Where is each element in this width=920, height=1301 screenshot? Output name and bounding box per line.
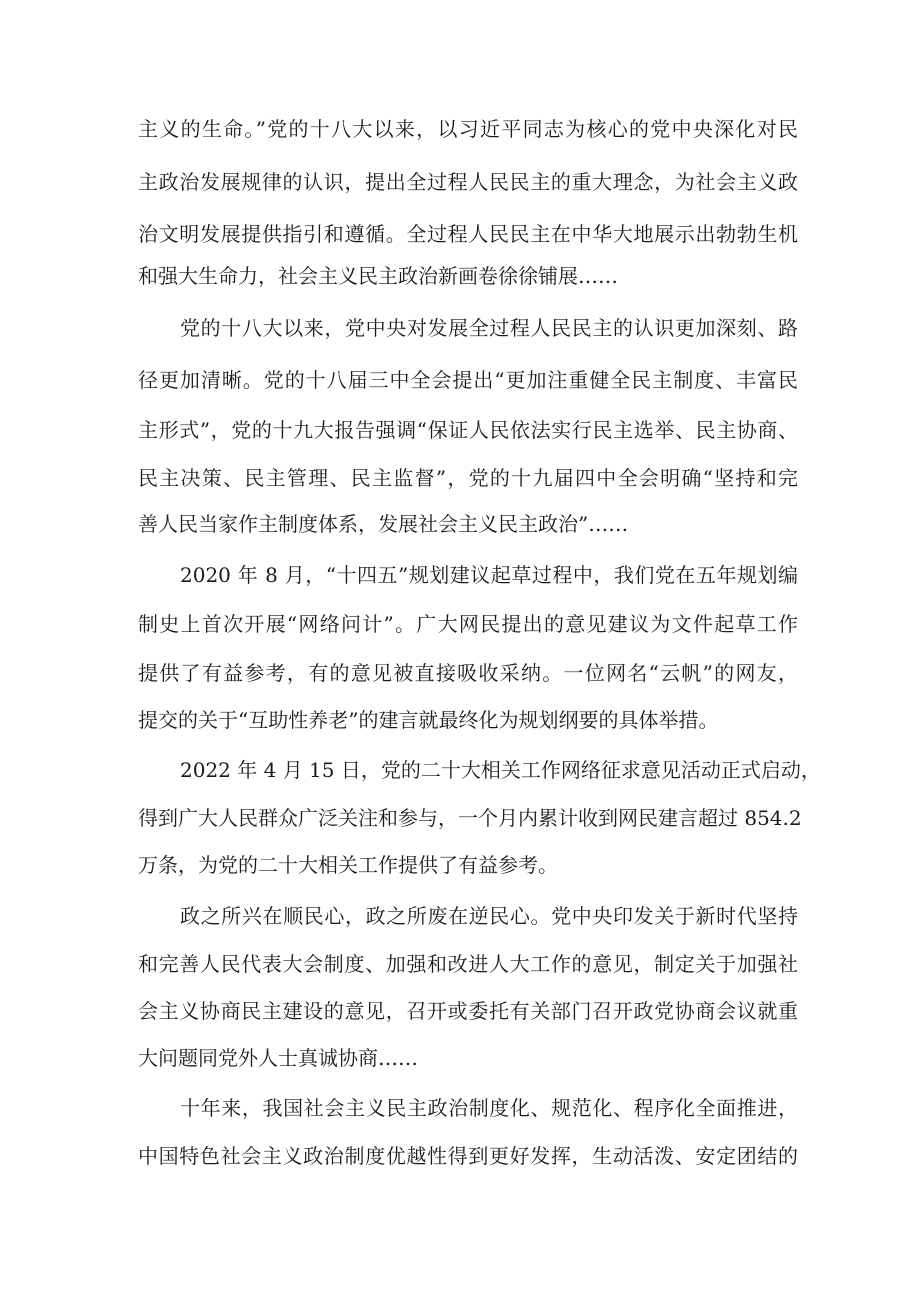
- text-line: 主形式”，党的十九大报告强调“保证人民依法实行民主选举、民主协商、: [138, 418, 798, 442]
- text-line: 和强大生命力，社会主义民主政治新画卷徐徐铺展……: [138, 264, 618, 288]
- text-line: 主义的生命。”党的十八大以来，以习近平同志为核心的党中央深化对民: [138, 117, 798, 141]
- text-line: 会主义协商民主建设的意见，召开或委托有关部门召开政党协商会议就重: [138, 999, 798, 1023]
- text-line: 提供了有益参考，有的意见被直接吸收采纳。一位网名“云帆”的网友，: [138, 661, 798, 685]
- text-line: 径更加清晰。党的十八届三中全会提出“更加注重健全民主制度、丰富民: [138, 368, 798, 392]
- text-line: 万条，为党的二十大相关工作提供了有益参考。: [138, 853, 558, 877]
- paragraph-first-line: 2022 年 4 月 15 日，党的二十大相关工作网络征求意见活动正式启动，: [180, 758, 821, 782]
- text-line: 大问题同党外人士真诚协商……: [138, 1046, 418, 1070]
- paragraph-first-line: 政之所兴在顺民心，政之所废在逆民心。党中央印发关于新时代坚持: [180, 904, 798, 928]
- paragraph-first-line: 党的十八大以来，党中央对发展全过程人民民主的认识更加深刻、路: [180, 316, 798, 340]
- text-line: 民主决策、民主管理、民主监督”，党的十九届四中全会明确“坚持和完: [138, 466, 798, 490]
- paragraph-first-line: 2020 年 8 月，“十四五”规划建议起草过程中，我们党在五年规划编: [180, 563, 798, 587]
- text-line: 善人民当家作主制度体系，发展社会主义民主政治”……: [138, 512, 629, 536]
- text-line: 治文明发展提供指引和遵循。全过程人民民主在中华大地展示出勃勃生机: [138, 222, 798, 246]
- text-line: 中国特色社会主义政治制度优越性得到更好发挥，生动活泼、安定团结的: [138, 1144, 798, 1168]
- text-line: 和完善人民代表大会制度、加强和改进人大工作的意见，制定关于加强社: [138, 952, 798, 976]
- text-line: 主政治发展规律的认识，提出全过程人民民主的重大理念，为社会主义政: [138, 170, 798, 194]
- paragraph-first-line: 十年来，我国社会主义民主政治制度化、规范化、程序化全面推进，: [180, 1096, 798, 1120]
- text-line: 制史上首次开展“网络问计”。广大网民提出的意见建议为文件起草工作: [138, 612, 798, 636]
- text-line: 得到广大人民群众广泛关注和参与，一个月内累计收到网民建言超过 854.2: [138, 806, 802, 830]
- text-line: 提交的关于“互助性养老”的建言就最终化为规划纲要的具体举措。: [138, 708, 719, 732]
